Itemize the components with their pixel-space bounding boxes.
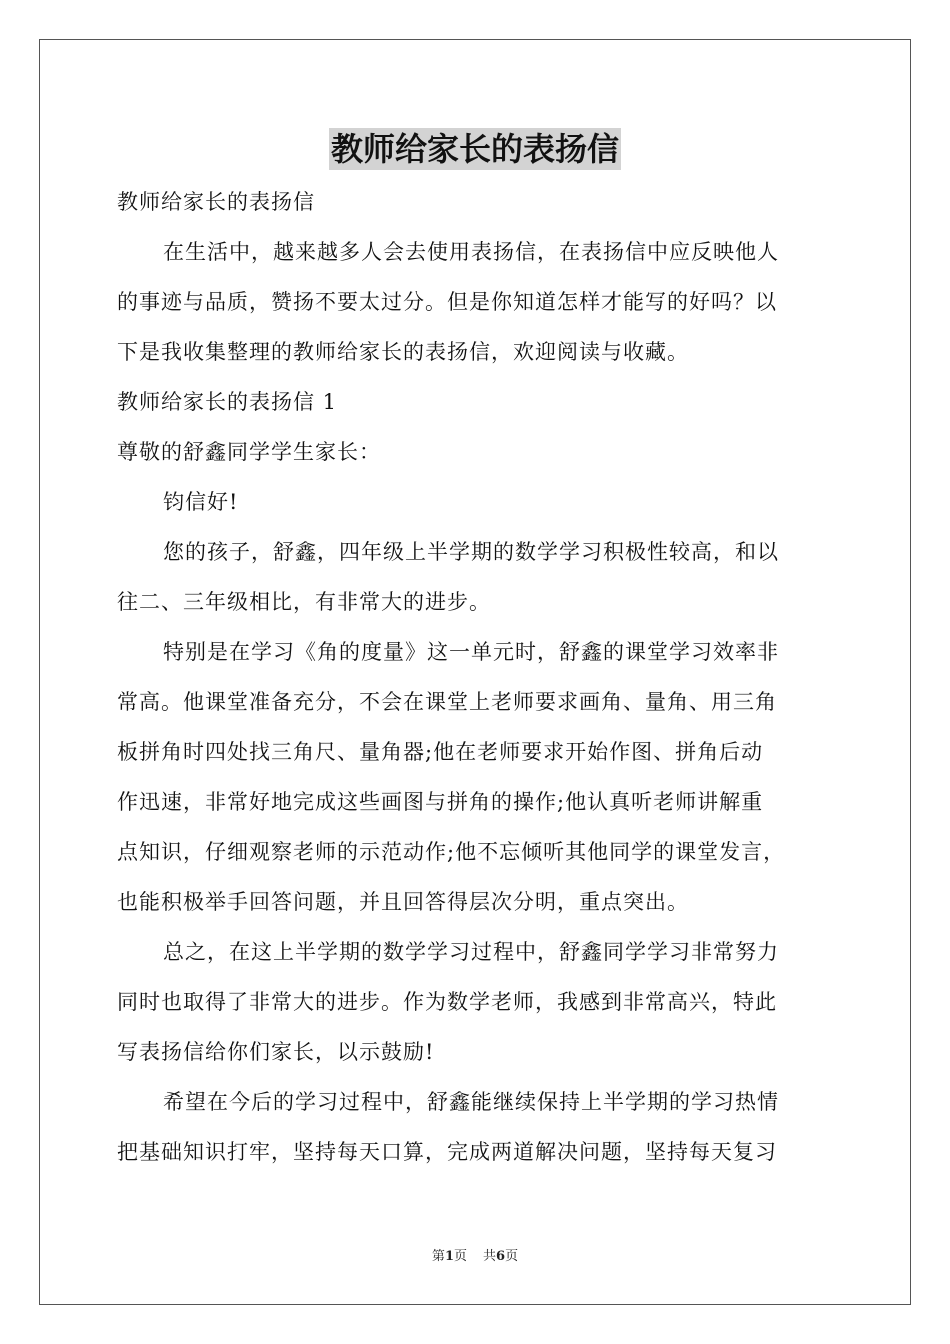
body-line: 教师给家长的表扬信 1 [117,390,338,414]
body-line: 也能积极举手回答问题，并且回答得层次分明，重点突出。 [117,890,689,914]
body-line: 特别是在学习《角的度量》这一单元时，舒鑫的课堂学习效率非 [163,640,779,664]
body-line: 钧信好! [163,490,239,514]
document-title [0,128,950,170]
total-prefix: 共 [483,1249,497,1264]
page-current: 1 [444,1249,454,1264]
body-line: 在生活中，越来越多人会去使用表扬信，在表扬信中应反映他人 [163,240,779,264]
page-number-footer [0,1248,950,1266]
body-line: 总之，在这上半学期的数学学习过程中，舒鑫同学学习非常努力 [163,940,779,964]
page-suffix: 页 [453,1249,467,1264]
document-title-text: 教师给家长的表扬信 [330,130,619,168]
body-line: 作迅速，非常好地完成这些画图与拼角的操作;他认真听老师讲解重 [117,790,764,814]
body-line: 点知识，仔细观察老师的示范动作;他不忘倾听其他同学的课堂发言， [117,840,786,864]
total-suffix: 页 [505,1249,519,1264]
page-total: 6 [496,1249,506,1264]
document-body [117,177,857,1177]
body-line: 尊敬的舒鑫同学学生家长： [117,440,381,464]
body-line: 把基础知识打牢，坚持每天口算，完成两道解决问题，坚持每天复习 [117,1140,777,1164]
body-line: 板拼角时四处找三角尺、量角器;他在老师要求开始作图、拼角后动 [117,740,764,764]
page-prefix: 第 [431,1249,445,1264]
body-line: 往二、三年级相比，有非常大的进步。 [117,590,491,614]
body-line: 教师给家长的表扬信 [117,190,315,214]
body-line: 的事迹与品质，赞扬不要太过分。但是你知道怎样才能写的好吗？以 [117,290,777,314]
body-line: 同时也取得了非常大的进步。作为数学老师，我感到非常高兴，特此 [117,990,777,1014]
body-line: 写表扬信给你们家长，以示鼓励! [117,1040,435,1064]
body-line: 常高。他课堂准备充分，不会在课堂上老师要求画角、量角、用三角 [117,690,777,714]
body-line: 您的孩子，舒鑫，四年级上半学期的数学学习积极性较高，和以 [163,540,779,564]
body-line: 下是我收集整理的教师给家长的表扬信，欢迎阅读与收藏。 [117,340,689,364]
body-line: 希望在今后的学习过程中，舒鑫能继续保持上半学期的学习热情 [163,1090,779,1114]
